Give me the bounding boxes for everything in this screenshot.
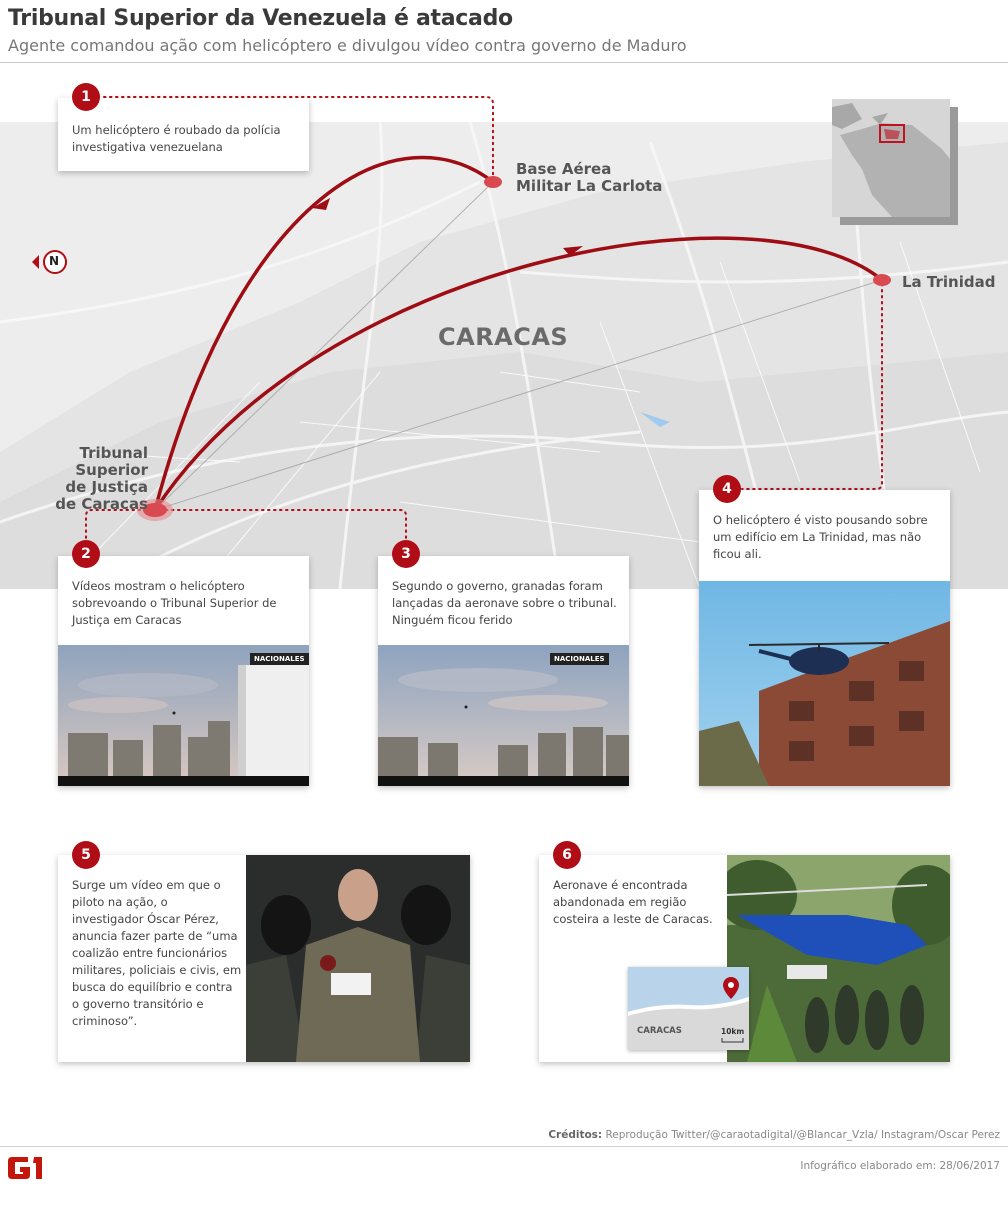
page-title: Tribunal Superior da Venezuela é atacado [8,6,513,31]
scale-bar [721,1038,745,1044]
publication-date: Infográfico elaborado em: 28/06/2017 [800,1160,1000,1172]
video-still-grenades[interactable] [378,645,629,786]
connector-4 [742,284,882,489]
connector-3 [160,510,406,540]
south-america-map [832,99,950,217]
credits-label: Créditos: [548,1129,603,1141]
step-badge-3: 3 [392,540,420,568]
step-badge-2: 2 [72,540,100,568]
channel-tag: NACIONALES [550,653,609,665]
pilot-statement-image [246,855,470,1062]
marker-base [484,176,502,188]
photo-helicopter-la-trinidad [699,581,950,786]
credits-text: Reprodução Twitter/@caraotadigital/@Blancar_Vzla/ Instagram/Oscar Perez [602,1129,1000,1141]
step-card-1 [58,98,309,171]
inset-city-label: CARACAS [637,1026,682,1036]
step-badge-6: 6 [553,841,581,869]
video-image [58,645,309,786]
video-still-oscar-perez[interactable] [246,855,470,1062]
marker-trinidad [873,274,891,286]
step-text: Segundo o governo, granadas foram lançadas da aeronave sobre o tribunal. Ninguém ficou ferido [392,579,617,627]
step-card-3 [378,556,629,786]
compass [30,249,70,279]
compass-north-label: N [49,254,60,268]
video-image [378,645,629,786]
route-tribunal-to-trinidad [155,238,882,510]
helicopter-building-image [699,581,950,786]
step-text: Aeronave é encontrada abandonada em região costeira a leste de Caracas. [553,878,713,926]
footer-divider [0,1146,1008,1147]
step-text: O helicóptero é visto pousando sobre um edifício em La Trinidad, mas não ficou ali. [713,513,928,561]
jungle-helicopter-image [727,855,950,1062]
label-base-aerea: Base Aérea Militar La Carlota [516,160,663,195]
label-la-trinidad: La Trinidad [902,273,996,291]
city-label: CARACAS [438,323,569,351]
credits [548,1129,1000,1141]
step-card-5 [58,855,470,1062]
step-card-4 [699,490,950,786]
channel-tag: NACIONALES [250,653,309,665]
location-pin-icon [723,977,739,999]
g1-logo-icon [6,1153,46,1181]
step-text: Um helicóptero é roubado da polícia investigativa venezuelana [72,123,281,154]
label-tribunal: Tribunal Superior de Justiça de Caracas [55,444,148,513]
g1-logo [6,1153,46,1181]
step-card-2 [58,556,309,786]
step-badge-1: 1 [72,83,100,111]
inset-location-map [628,967,749,1050]
step-badge-5: 5 [72,841,100,869]
page-subtitle: Agente comandou ação com helicóptero e divulgou vídeo contra governo de Maduro [8,36,687,55]
photo-abandoned-helicopter [727,855,950,1062]
video-still-tribunal[interactable] [58,645,309,786]
step-text: Surge um vídeo em que o piloto na ação, o investigador Óscar Pérez, anuncia fazer parte de “uma coalizão entre funcionários militares, policiais e civis, em busca do equilíbrio e contra o governo transitório e criminoso”. [72,878,242,1028]
step-text: Vídeos mostram o helicóptero sobrevoando o Tribunal Superior de Justiça em Caracas [72,579,277,627]
step-badge-4: 4 [713,475,741,503]
scale-label: 10km [721,1027,745,1036]
locator-minimap [832,99,950,217]
